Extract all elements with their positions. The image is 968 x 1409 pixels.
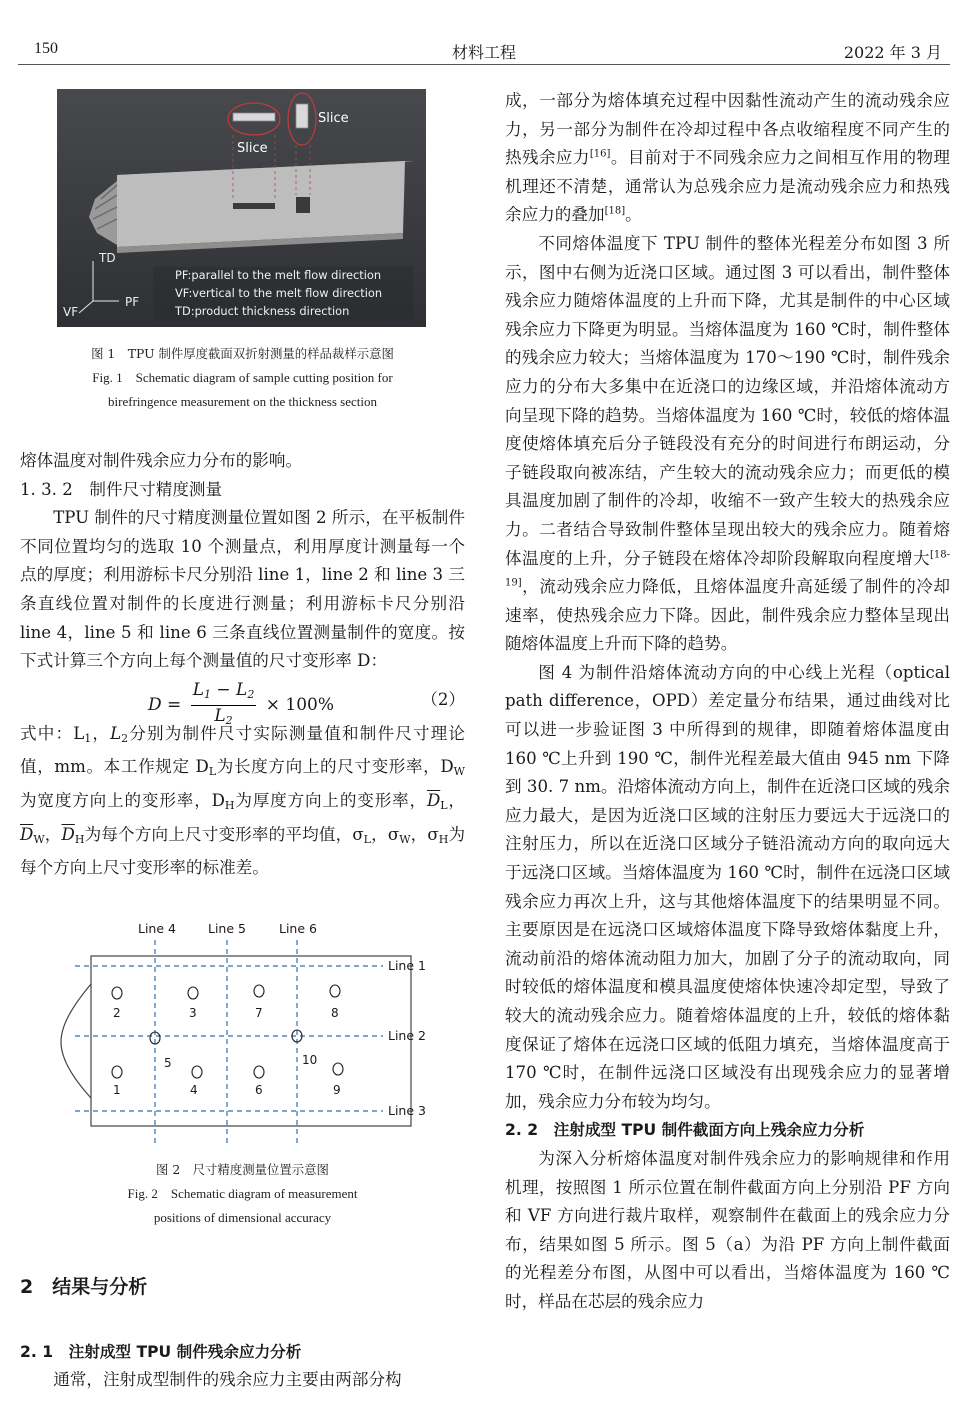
point-label-8: 8 (331, 1006, 339, 1020)
figure-1-caption-cn: 图 1 TPU 制件厚度截面双折射测量的样品裁样示意图 (91, 346, 394, 361)
journal-name: 材料工程 (451, 43, 516, 62)
point-label-9: 9 (333, 1083, 341, 1097)
equation-body: D = $\frac{L_1 - L_2}{L_2}$ × 100% (148, 679, 334, 727)
line-2-label: Line 2 (388, 1028, 426, 1043)
paragraph-measurement: TPU 制件的尺寸精度测量位置如图 2 所示，在平板制件不同位置均匀的选取 10 个测量点，利用厚度计测量每一个点的厚度；利用游标卡尺分别沿 line 1，line 2 和 line 3 三条直线位置对制件的长度进行测量；利用游标卡尺分别沿 line 4，line 5 和 line 6 三条直线位置测量制件的宽度。按下式计算三个方向上每个测量值的尺寸变形率 D： (20, 508, 465, 671)
slice-label-pf: Slice (237, 141, 268, 156)
figure-1-caption-en-2: birefringence measurement on the thickness section (108, 394, 377, 409)
point-label-6: 6 (255, 1083, 263, 1097)
paragraph-figure-3: 不同熔体温度下 TPU 制件的整体光程差分布如图 3 所示，图中右侧为近浇口区域。通过图 3 可以看出，制件整体残余应力随熔体温度的上升而下降，尤其是制件的中心区域残余应力下降更为明显。当熔体温度为 160 ℃时，制件整体的残余应力较大；当熔体温度为 170～190 ℃时，制件残余应力的分布大多集中在近浇口的边缘区域，并沿熔体流动方向呈现下降的趋势。当熔体温度为 160 ℃时，较低的熔体温度使熔体填充后分子链段没有充分的时间进行布朗运动，分子链段取向被冻结，产生较大的流动残余应力；而更低的模具温度加剧了制件的冷却，收缩不一致产生较大的热残余应力。二者结合导致制件整体呈现出较大的残余应力。随着熔体温度的上升，分子链段在熔体冷却阶段解取向程度增大[18-19]，流动残余应力降低，且熔体温度升高延缓了制件的冷却速率，使热残余应力下降。因此，制件残余应力整体呈现出随熔体温度上升而下降的趋势。 (505, 233, 950, 654)
vf-slice (296, 104, 308, 128)
axis-label-vf: VF (63, 305, 79, 319)
legend-td: TD:product thickness direction (175, 304, 350, 318)
point-label-5: 5 (164, 1056, 172, 1070)
section-heading-2-2: 2. 2 注射成型 TPU 制件截面方向上残余应力分析 (505, 1121, 865, 1140)
figure-2-svg (55, 918, 435, 1150)
running-header (18, 36, 950, 65)
legend-vf: VF:vertical to the melt flow direction (175, 286, 383, 300)
figure-1-caption-en-1: Fig. 1 Schematic diagram of sample cutting position for (92, 370, 393, 385)
point-label-1: 1 (113, 1083, 121, 1097)
pf-slice-cut (233, 203, 275, 209)
axis-label-pf: PF (125, 295, 140, 309)
figure-2-caption-en-1: Fig. 2 Schematic diagram of measurement (127, 1186, 358, 1201)
line-5-label: Line 5 (208, 921, 246, 936)
issue-date: 2022 年 3 月 (843, 43, 942, 62)
point-label-2: 2 (113, 1006, 121, 1020)
paragraph-where: 式中：$L_1$，$L_2$分别为制件尺寸实际测量值和制件尺寸理论值，mm。本工作规定 $D_L$为长度方向上的尺寸变形率，$D_W$为宽度方向上的变形率，$D_H$为厚度方向上的变形率，$\overline{D}_L$，$\overline{D}_W$，$\overline{D}_H$为每个方向上尺寸变形率的平均值，$\sigma_L$，$\sigma_W$，$\sigma_H$为每个方向上尺寸变形率的标准差。 (20, 723, 466, 878)
figure-2-caption (20, 1158, 465, 1230)
figure-2-diagram (55, 918, 435, 1150)
left-column-text (20, 447, 465, 883)
figure-2-caption-en-2: positions of dimensional accuracy (153, 1210, 332, 1225)
paragraph-continued: 熔体温度对制件残余应力分布的影响。 (20, 451, 303, 470)
line-1-label: Line 1 (388, 958, 426, 973)
paragraph-residual-stress: 成，一部分为熔体填充过程中因黏性流动产生的流动残余应力，另一部分为制件在冷却过程中各点收缩程度不同产生的热残余应力[16]。目前对于不同残余应力之间相互作用的物理机理还不清楚，通常认为总残余应力是流动残余应力和热残余应力的叠加[18]。 (505, 91, 951, 225)
figure-1-caption (20, 342, 465, 414)
point-label-7: 7 (255, 1006, 263, 1020)
pf-slice (233, 113, 275, 121)
paragraph-2-1-start: 通常，注射成型制件的残余应力主要由两部分构 (53, 1370, 402, 1389)
line-4-label: Line 4 (138, 921, 176, 936)
equation-number: （2） (421, 689, 465, 709)
figure-1-legend (175, 266, 382, 320)
vf-slice-cut (296, 197, 310, 213)
line-3-label: Line 3 (388, 1103, 426, 1118)
equation-2 (20, 676, 465, 727)
page-number: 150 (34, 40, 58, 57)
axis-label-td: TD (99, 251, 116, 265)
paragraph-2-2: 为深入分析熔体温度对制件残余应力的影响规律和作用机理，按照图 1 所示位置在制件截面方向上分别沿 PF 方向和 VF 方向进行裁片取样，观察制件在截面上的残余应力分布，结果如图 5 所示。图 5（a）为沿 PF 方向上制件截面的光程差分布图，从图中可以看出，当熔体温度为 160 ℃时，样品在芯层的残余应力 (505, 1148, 950, 1311)
right-column-text (505, 87, 950, 1317)
paragraph-figure-4: 图 4 为制件沿熔体流动方向的中心线上光程（optical path difference，OPD）差定量分布结果，通过曲线对比可以进一步验证图 3 中所得到的规律，即随着熔体温度由 160 ℃上升到 190 ℃，制件光程差最大值由 945 nm 下降到 30. 7 nm。沿熔体流动方向上，制件在近浇口区域的残余应力最大，是因为近浇口区域的注射压力要远大于远浇口的注射压力，所以在近浇口区域分子链沿流动方向的取向远大于远浇口区域。当熔体温度为 160 ℃时，制件在远浇口区域残余应力再次上升，这与其他熔体温度下的结果明显不同。主要原因是在远浇口区域熔体温度下降导致熔体黏度上升，流动前沿的熔体流动阻力加大，加剧了分子的流动取向，同时较低的熔体温度和模具温度使熔体快速冷却定型，导致了较大的流动残余应力。随着熔体温度的上升，较低的熔体黏度保证了熔体在远浇口区域的低阻力填充，当熔体温度高于 170 ℃时，在制件远浇口区域没有出现残余应力的显著增加，残余应力分布较为均匀。 (505, 662, 950, 1111)
slice-label-vf: Slice (318, 111, 349, 126)
point-label-4: 4 (190, 1083, 198, 1097)
figure-1-image (57, 89, 426, 327)
section-heading-1-3-2: 1. 3. 2 制件尺寸精度测量 (20, 479, 223, 499)
point-label-10: 10 (302, 1053, 318, 1067)
line-6-label: Line 6 (279, 921, 317, 936)
section-heading-2: 2 结果与分析 (20, 1276, 148, 1298)
figure-2-caption-cn: 图 2 尺寸精度测量位置示意图 (156, 1162, 329, 1177)
legend-pf: PF:parallel to the melt flow direction (175, 268, 382, 282)
point-label-3: 3 (189, 1006, 197, 1020)
section-heading-2-1: 2. 1 注射成型 TPU 制件残余应力分析 (20, 1343, 302, 1361)
